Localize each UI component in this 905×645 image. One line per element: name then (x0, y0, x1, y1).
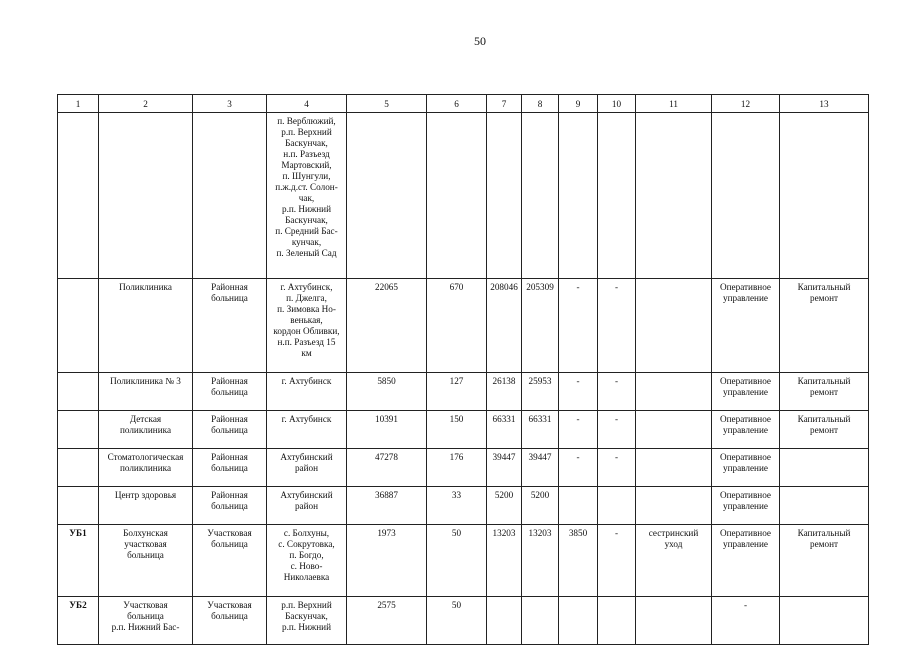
type-cell: Районная больница (193, 373, 267, 411)
code-cell (58, 279, 99, 373)
right-cell: Оперативное управление (712, 525, 780, 597)
extra-flag-cell (598, 597, 636, 645)
extra-value-cell: - (559, 411, 598, 449)
profile-cell (636, 449, 712, 487)
table-row (58, 411, 869, 449)
address-cell: г. Ахтубинск, п. Джелга, п. Зимовка Но- венькая, кордон Обливки, н.п. Разъезд 15 км (267, 279, 347, 373)
repair-cell (780, 113, 869, 279)
name-cell: Центр здоровья (99, 487, 193, 525)
capacity-cell: 33 (427, 487, 487, 525)
right-cell (712, 113, 780, 279)
page-number: 50 (474, 34, 486, 48)
column-header: 1 (58, 95, 99, 113)
right-cell: Оперативное управление (712, 279, 780, 373)
extra-flag-cell: - (598, 449, 636, 487)
residual-value-cell: 13203 (522, 525, 559, 597)
type-cell: Районная больница (193, 279, 267, 373)
extra-flag-cell (598, 113, 636, 279)
residual-value-cell (522, 113, 559, 279)
profile-cell: сестринский уход (636, 525, 712, 597)
capacity-cell (427, 113, 487, 279)
column-header: 4 (267, 95, 347, 113)
code-cell (58, 449, 99, 487)
capacity-cell: 50 (427, 525, 487, 597)
repair-cell: Капитальный ремонт (780, 525, 869, 597)
address-cell: р.п. Верхний Баскунчак, р.п. Нижний (267, 597, 347, 645)
residual-value-cell: 5200 (522, 487, 559, 525)
residual-value-cell: 25953 (522, 373, 559, 411)
profile-cell (636, 597, 712, 645)
type-cell (193, 113, 267, 279)
table-header-row (58, 95, 869, 113)
area-cell: 47278 (347, 449, 427, 487)
area-cell: 36887 (347, 487, 427, 525)
type-cell: Районная больница (193, 411, 267, 449)
area-cell: 5850 (347, 373, 427, 411)
capacity-cell: 670 (427, 279, 487, 373)
repair-cell (780, 449, 869, 487)
address-cell: г. Ахтубинск (267, 373, 347, 411)
capacity-cell: 50 (427, 597, 487, 645)
profile-cell (636, 411, 712, 449)
name-cell: Поликлиника № 3 (99, 373, 193, 411)
table-row (58, 487, 869, 525)
type-cell: Районная больница (193, 449, 267, 487)
column-header: 13 (780, 95, 869, 113)
profile-cell (636, 487, 712, 525)
type-cell: Районная больница (193, 487, 267, 525)
name-cell: Поликлиника (99, 279, 193, 373)
table-body (58, 95, 869, 645)
column-header: 5 (347, 95, 427, 113)
book-value-cell: 13203 (487, 525, 522, 597)
extra-flag-cell (598, 487, 636, 525)
name-cell (99, 113, 193, 279)
right-cell: Оперативное управление (712, 487, 780, 525)
area-cell: 10391 (347, 411, 427, 449)
name-cell: Стоматологическая поликлиника (99, 449, 193, 487)
extra-value-cell (559, 487, 598, 525)
extra-flag-cell: - (598, 411, 636, 449)
repair-cell: Капитальный ремонт (780, 373, 869, 411)
book-value-cell: 39447 (487, 449, 522, 487)
book-value-cell: 5200 (487, 487, 522, 525)
type-cell: Участковая больница (193, 525, 267, 597)
residual-value-cell: 66331 (522, 411, 559, 449)
residual-value-cell: 39447 (522, 449, 559, 487)
address-cell: Ахтубинский район (267, 449, 347, 487)
address-cell: Ахтубинский район (267, 487, 347, 525)
code-cell: УБ1 (58, 525, 99, 597)
name-cell: Участковая больница р.п. Нижний Бас- (99, 597, 193, 645)
type-cell: Участковая больница (193, 597, 267, 645)
code-cell (58, 113, 99, 279)
table-row (58, 279, 869, 373)
column-header: 12 (712, 95, 780, 113)
right-cell: - (712, 597, 780, 645)
book-value-cell: 66331 (487, 411, 522, 449)
address-cell: с. Болхуны, с. Сокрутовка, п. Богдо, с. Ново- Николаевка (267, 525, 347, 597)
facilities-table (57, 94, 869, 645)
code-cell (58, 487, 99, 525)
table-row (58, 449, 869, 487)
table-row (58, 597, 869, 645)
capacity-cell: 127 (427, 373, 487, 411)
extra-value-cell: - (559, 373, 598, 411)
right-cell: Оперативное управление (712, 411, 780, 449)
table-row (58, 113, 869, 279)
area-cell (347, 113, 427, 279)
area-cell: 2575 (347, 597, 427, 645)
right-cell: Оперативное управление (712, 449, 780, 487)
repair-cell: Капитальный ремонт (780, 279, 869, 373)
book-value-cell: 26138 (487, 373, 522, 411)
book-value-cell: 208046 (487, 279, 522, 373)
code-cell: УБ2 (58, 597, 99, 645)
extra-value-cell (559, 597, 598, 645)
column-header: 9 (559, 95, 598, 113)
profile-cell (636, 113, 712, 279)
column-header: 3 (193, 95, 267, 113)
extra-flag-cell: - (598, 373, 636, 411)
column-header: 11 (636, 95, 712, 113)
capacity-cell: 150 (427, 411, 487, 449)
table-row (58, 525, 869, 597)
code-cell (58, 373, 99, 411)
address-cell: г. Ахтубинск (267, 411, 347, 449)
extra-flag-cell: - (598, 525, 636, 597)
profile-cell (636, 373, 712, 411)
column-header: 10 (598, 95, 636, 113)
capacity-cell: 176 (427, 449, 487, 487)
repair-cell (780, 487, 869, 525)
residual-value-cell: 205309 (522, 279, 559, 373)
extra-value-cell: - (559, 279, 598, 373)
repair-cell: Капитальный ремонт (780, 411, 869, 449)
profile-cell (636, 279, 712, 373)
area-cell: 22065 (347, 279, 427, 373)
repair-cell (780, 597, 869, 645)
extra-flag-cell: - (598, 279, 636, 373)
address-cell: п. Верблюжий, р.п. Верхний Баскунчак, н.п. Разъезд Мартовский, п. Шунгули, п.ж.д.ст. Солон- чак, р.п. Нижний Баскунчак, п. Средний Бас- кунчак, п. Зеленый Сад (267, 113, 347, 279)
extra-value-cell (559, 113, 598, 279)
table-row (58, 373, 869, 411)
extra-value-cell: - (559, 449, 598, 487)
book-value-cell (487, 113, 522, 279)
name-cell: Болхунская участковая больница (99, 525, 193, 597)
right-cell: Оперативное управление (712, 373, 780, 411)
area-cell: 1973 (347, 525, 427, 597)
name-cell: Детская поликлиника (99, 411, 193, 449)
column-header: 2 (99, 95, 193, 113)
column-header: 6 (427, 95, 487, 113)
code-cell (58, 411, 99, 449)
column-header: 8 (522, 95, 559, 113)
book-value-cell (487, 597, 522, 645)
extra-value-cell: 3850 (559, 525, 598, 597)
column-header: 7 (487, 95, 522, 113)
residual-value-cell (522, 597, 559, 645)
